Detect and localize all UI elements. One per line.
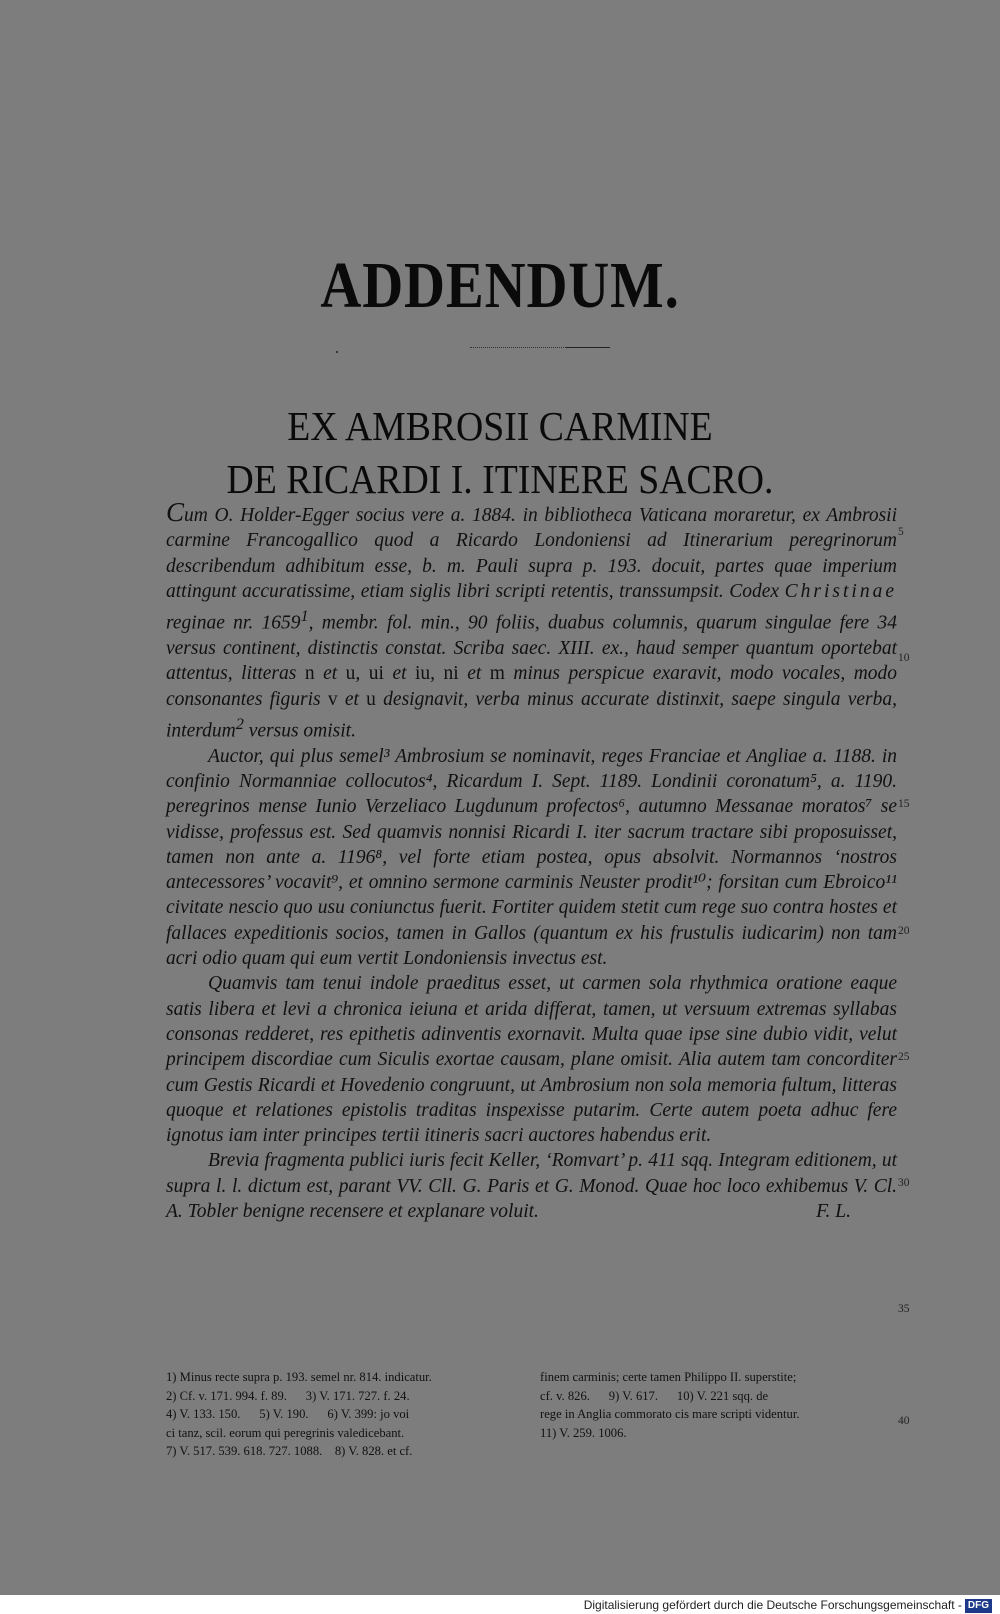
line-number: 35 (898, 1303, 910, 1315)
paragraph-3: Quamvis tam tenui indole praeditus esset, ut carmen sola rhythmica oratione eaque satis libera et levi a chronica ieiuna et arida differat, tamen, ut versuum extremas syllabas consonas redderet, res epithetis adinventis exornavit. Multa quae ipse sine dubio vidit, velut principem discordiae cum Siculis exortae causam, plane omisit. Alia autem tam concorditer cum Gestis Ricardi et Hovedenio congruunt, ut Ambrosium non sola memoria fultum, litteras quoque et relationes epistolis traditas inspexisse putarim. Certe autem poeta adhuc fere ignotus iam inter principes tertii itineris sacri auctores habendus erit. (166, 973, 897, 1147)
letter-glyph: ni (443, 663, 459, 685)
footnote-line: 1) Minus recte supra p. 193. semel nr. 814. indicatur. (166, 1370, 432, 1384)
footnote-ref: 1 (300, 607, 309, 626)
p1-text-g: et (383, 663, 415, 685)
paragraph-2: Auctor, qui plus semel³ Ambrosium se nominavit, reges Franciae et Angliae a. 1188. in confinio Normanniae collocutos⁴, Ricardum I. Sept. 1189. Londinii coronatum⁵, a. 1190. peregrinos mense Iunio Verzeliaco Lugdunum profectos⁶, autumno Messanae moratos⁷ se vidisse, professus est. Sed quamvis nonnisi Ricardi I. iter sacrum tractare sibi proposuisset, tamen non ante a. 1196⁸, vel forte etiam postea, opus absolvit. Normannos ‘nostros antecessores’ vocavit⁹, et omnino sermone carminis Neuster prodit¹⁰; forsitan cum Ebroico¹¹ civitate nescio quo usu coniunctus fuerit. Fortiter quidem stetit cum rege suo contra hostes et fallaces expeditionis socios, tamen in Gallos (quantum ex his frustulis iudicarim) non tam acri odio quam qui eum vertit Londoniensis invectus est. (166, 745, 897, 970)
p1-text-k: et (337, 688, 367, 710)
footnotes-right-column (540, 1368, 900, 1442)
p1-text-f: , (355, 663, 369, 685)
letter-glyph: n (304, 663, 315, 685)
p1-text-d: , membr. fol. min., 90 foliis, duabus columnis, quarum singulae fere 34 versus continent, distinctis constat. Scriba saec. XIII. ex., haud semper quantum oportebat attentus, litteras (166, 612, 897, 685)
footer-text: Digitalisierung gefördert durch die Deutsche Forschungsgemeinschaft - (583, 1598, 962, 1612)
p1-text-h: , (430, 663, 444, 685)
author-signature: F. L. (816, 1201, 851, 1223)
line-number: 15 (898, 798, 910, 810)
body-text (166, 497, 898, 1225)
page-title: ADDENDUM. (320, 249, 680, 322)
paragraph-1 (166, 497, 898, 744)
letter-glyph: ui (368, 663, 384, 685)
divider-segment (566, 347, 610, 348)
footnote-line: finem carminis; certe tamen Philippo II. superstite; (540, 1370, 797, 1384)
funding-footer (584, 1596, 992, 1614)
footnote-line: cf. v. 826. 9) V. 617. 10) V. 221 sqq. de (540, 1388, 769, 1403)
line-number: 40 (898, 1415, 910, 1427)
letter-glyph: m (489, 663, 505, 685)
p1-text-i: et (458, 663, 490, 685)
line-number: 25 (898, 1051, 910, 1063)
line-number: 30 (898, 1177, 910, 1189)
p1-text-j: minus perspicue exaravit, modo vocales, modo consonantes figuris (166, 663, 898, 710)
footnote-line: rege in Anglia commorato cis mare scripti videntur. (540, 1407, 800, 1422)
dfg-logo: DFG (965, 1599, 992, 1613)
title-divider (470, 347, 610, 349)
p1-text-a: um O. Holder-Egger socius vere a. 1884. in bibliotheca Vaticana moraretur, ex Ambrosii carmine Francogallico quod a Ricardo Londoniensi ad Itinerarium peregrinorum describendum adhibitum esse, b. m. Pauli supra p. 193. docuit, partes quae imperium attingunt accuratissime, etiam siglis libri scripti retentis, transsumpsit. Codex (166, 505, 897, 602)
footnotes-left-column (166, 1368, 526, 1461)
p1-text-e: et (314, 663, 346, 685)
letter-glyph: u (366, 688, 376, 710)
footnote-line: 4) V. 133. 150. 5) V. 190. 6) V. 399: jo voi (166, 1407, 410, 1422)
subtitle-line-2: DE RICARDI I. ITINERE SACRO. (226, 456, 774, 502)
line-number: 20 (898, 925, 910, 937)
line-number: 10 (898, 652, 910, 664)
footnote-line: 2) Cf. v. 171. 994. f. 89. 3) V. 171. 727. f. 24. (166, 1388, 410, 1403)
paragraph-4: Brevia fragmenta publici iuris fecit Keller, ‘Romvart’ p. 411 sqq. Integram editionem, ut supra l. l. dictum est, parant VV. Cll. G. Paris et G. Monod. Quae hoc loco exhibemus V. Cl. A. Tobler benigne recensere et explanare voluit. (166, 1150, 897, 1223)
line-number: 5 (898, 526, 904, 538)
p1-text-m: designavit, verba minus accurate distinxit, saepe singula verba, interdum (166, 688, 897, 742)
subtitle-line-1: EX AMBROSII CARMINE (287, 403, 713, 449)
p1-text-c: reginae nr. 1659 (166, 612, 301, 634)
footnote-ref: 2 (235, 714, 244, 733)
letter-glyph: iu (415, 663, 431, 685)
footnote-line: 11) V. 259. 1006. (540, 1425, 627, 1440)
letter-glyph: v (327, 688, 338, 710)
p1-text-n: versus omisit. (243, 720, 356, 742)
stray-dot (336, 351, 338, 353)
codex-name: Christinae (784, 580, 897, 602)
letter-glyph: u (345, 663, 356, 685)
footnote-line: ci tanz, scil. eorum qui peregrinis valedicebant. (166, 1425, 405, 1440)
footnote-line: 7) V. 517. 539. 618. 727. 1088. 8) V. 828. et cf. (166, 1444, 413, 1459)
drop-cap: C (166, 497, 185, 527)
